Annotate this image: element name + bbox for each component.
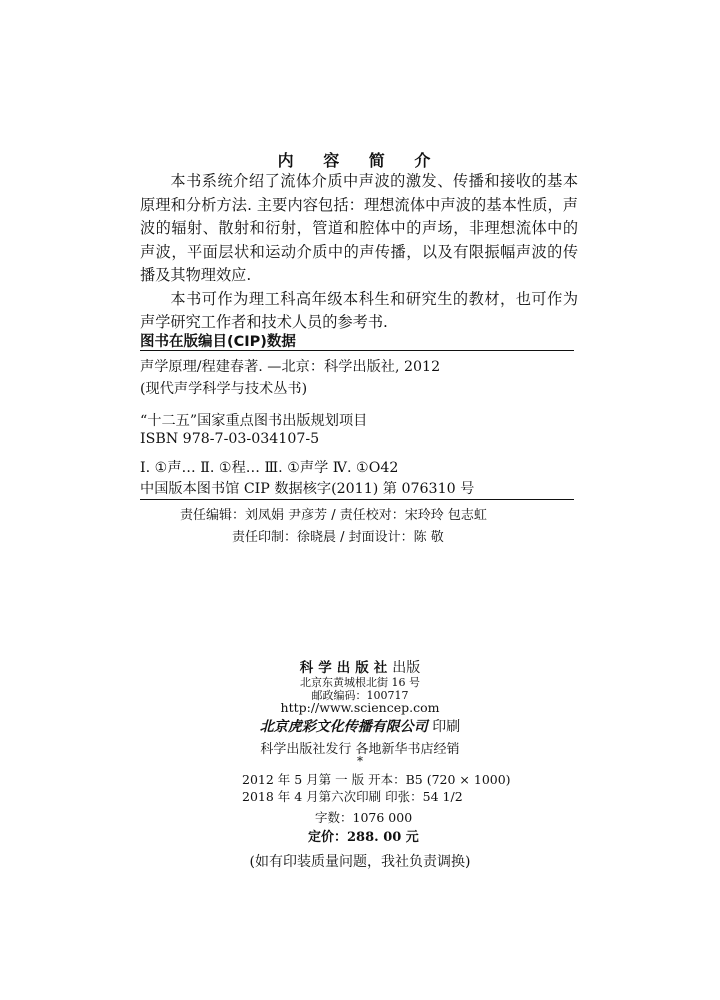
publisher-suffix: 出版: [392, 660, 421, 676]
cip-heading: 图书在版编目(CIP)数据: [140, 334, 296, 350]
cip-classification-line: Ⅰ. ①声… Ⅱ. ①程… Ⅲ. ①声学 Ⅳ. ①O42: [140, 460, 399, 476]
printing-line: 2018 年 4 月第六次印刷 印张：54 1/2: [242, 789, 463, 804]
cip-series-line: (现代声学科学与技术丛书): [140, 381, 308, 397]
summary-paragraph-1: 本书系统介绍了流体介质中声波的激发、传播和接收的基本原理和分析方法. 主要内容包括：理想流体中声波的基本性质，声波的辐射、散射和衍射，管道和腔体中的声场，非理想流体中的声波，平面层状和运动介质中的声传播，以及有限振幅声波的传播及其物理效应.: [140, 172, 578, 284]
publisher-url: http://www.sciencep.com: [280, 700, 440, 715]
cip-record-line: 中国版本图书馆 CIP 数据核字(2011) 第 076310 号: [140, 481, 475, 497]
price: 定价：288. 00 元: [308, 830, 419, 845]
word-count: 字数：1076 000: [315, 810, 413, 825]
separator-asterisk: *: [357, 754, 363, 768]
cip-top-rule: [140, 350, 574, 351]
credits-editors: 责任编辑：刘凤娟 尹彦芳 / 责任校对：宋玲玲 包志虹: [180, 508, 487, 523]
summary-title: 内 容 简 介: [277, 151, 443, 170]
printer-line: [0, 716, 720, 736]
cip-bottom-rule: [140, 499, 574, 500]
printer-suffix: 印刷: [427, 719, 461, 735]
credits-production: 责任印制：徐晓晨 / 封面设计：陈 敬: [232, 530, 444, 545]
cip-project-line: “十二五”国家重点图书出版规划项目: [140, 413, 368, 429]
printer-name: 北京虎彩文化传播有限公司: [259, 719, 428, 735]
summary-body: [140, 170, 578, 335]
cip-title-line: 声学原理/程建春著. —北京：科学出版社, 2012: [140, 359, 441, 375]
publisher-name: 科学出版社: [299, 660, 393, 676]
quality-notice: (如有印装质量问题，我社负责调换): [249, 854, 471, 870]
edition-line: 2012 年 5 月第 一 版 开本：B5 (720 × 1000): [242, 772, 511, 787]
publisher-address: 北京东黄城根北街 16 号: [300, 676, 420, 689]
publisher-postcode: 邮政编码：100717: [311, 689, 409, 702]
distribution-line: 科学出版社发行 各地新华书店经销: [260, 742, 460, 757]
cip-isbn-line: ISBN 978-7-03-034107-5: [140, 431, 320, 447]
summary-paragraph-2: 本书可作为理工科高年级本科生和研究生的教材，也可作为声学研究工作者和技术人员的参考书.: [140, 289, 578, 331]
